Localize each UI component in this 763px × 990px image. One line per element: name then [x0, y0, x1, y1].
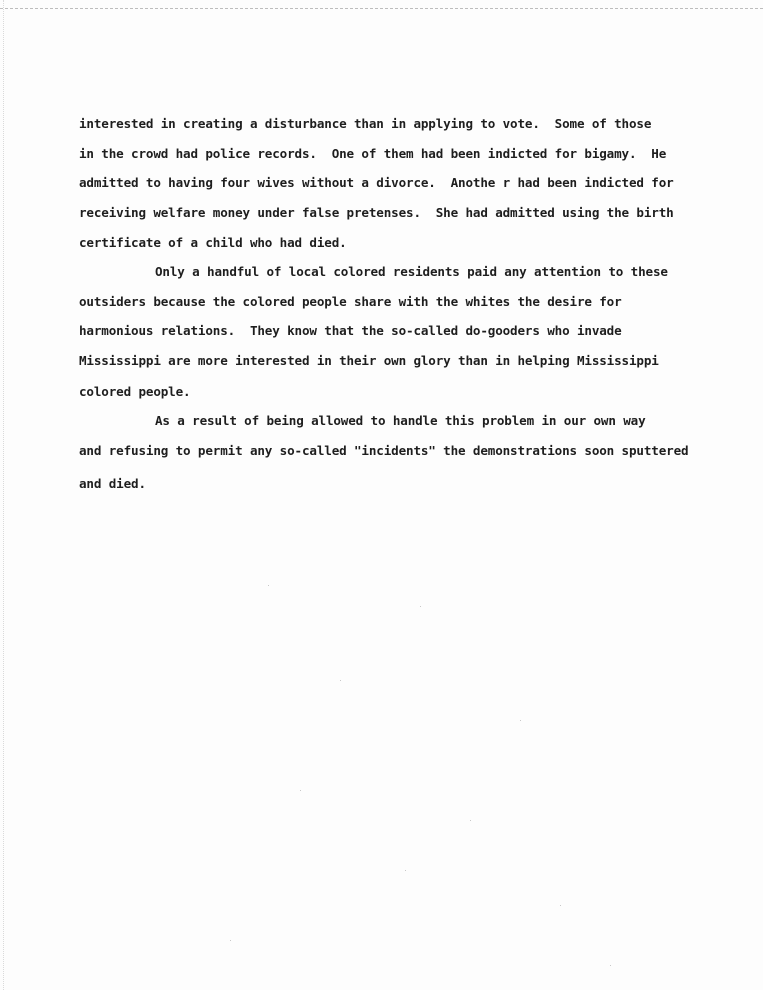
scan-speck: [610, 965, 611, 966]
text-line: in the crowd had police records. One of them had been indicted for bigamy. He: [79, 146, 667, 161]
scan-top-edge: [0, 0, 763, 9]
text-line: and refusing to permit any so-called "incidents" the demonstrations soon sputtered: [79, 443, 689, 458]
scan-left-edge: [0, 0, 4, 990]
scan-speck: [340, 680, 341, 681]
scan-speck: [470, 820, 471, 821]
text-line: Mississippi are more interested in their own glory than in helping Mississippi: [79, 353, 659, 368]
text-line: colored people.: [79, 384, 191, 399]
scan-speck: [420, 606, 421, 607]
text-line: certificate of a child who had died.: [79, 235, 347, 250]
text-line: receiving welfare money under false pretenses. She had admitted using the birth: [79, 205, 674, 220]
scan-speck: [300, 790, 301, 791]
text-line: harmonious relations. They know that the so-called do-gooders who invade: [79, 323, 622, 338]
scan-speck: [268, 585, 269, 586]
text-line: interested in creating a disturbance than in applying to vote. Some of those: [79, 116, 652, 131]
text-line: outsiders because the colored people share with the whites the desire for: [79, 294, 622, 309]
text-line: and died.: [79, 476, 146, 491]
scan-speck: [230, 940, 231, 941]
paragraph-first-line: As a result of being allowed to handle this problem in our own way: [155, 413, 646, 428]
text-line: admitted to having four wives without a divorce. Anothe r had been indicted for: [79, 175, 674, 190]
scan-speck: [560, 905, 561, 906]
paragraph-first-line: Only a handful of local colored residents paid any attention to these: [155, 264, 668, 279]
scan-speck: [405, 870, 406, 871]
scan-speck: [520, 720, 521, 721]
